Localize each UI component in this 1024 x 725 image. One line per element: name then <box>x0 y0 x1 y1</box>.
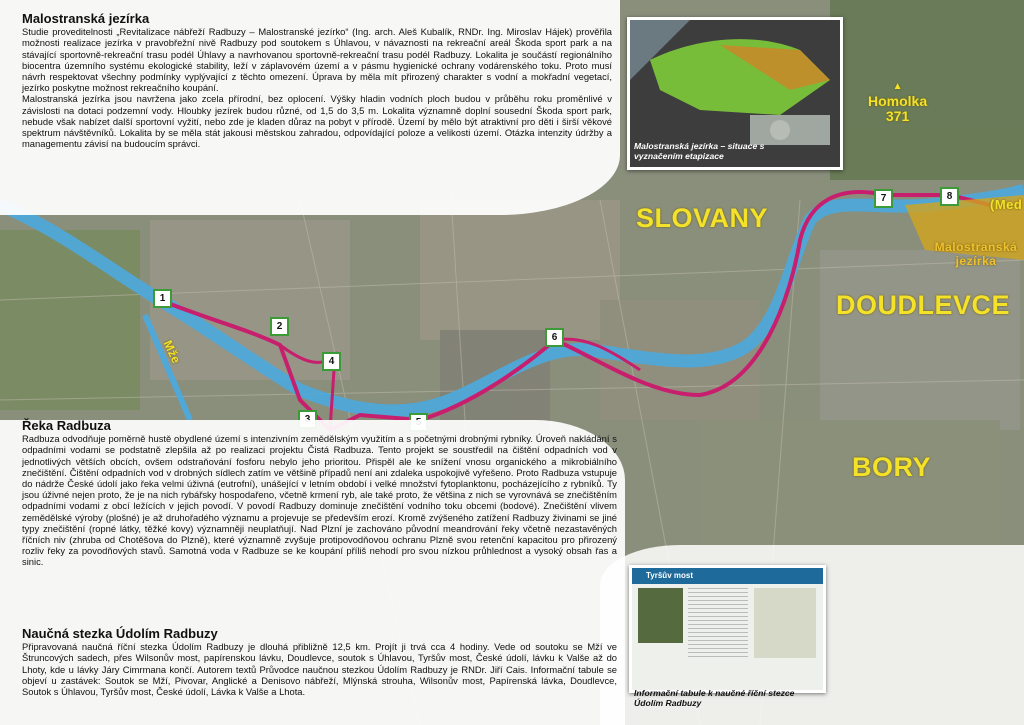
place-med: (Med <box>990 197 1023 212</box>
trail-stop[interactable]: 6 <box>545 328 564 347</box>
trail-stop[interactable]: 7 <box>874 189 893 208</box>
board-text-block <box>688 588 748 658</box>
section-paragraph: Studie proveditelnosti „Revitalizace nábřeží Radbuzy – Malostranské jezírko“ (Ing. arch. Aleš Kubalík, RNDr. Ing. Miroslav Hájek) prověřila možnosti realizace jezírka v pravobřežní nivě Radbuzy pod soutokem s Úhlavou, v návaznosti na rekreační areál Škoda sport park a na stávající sportovně-rekreační trasu podél Úhlavy a navrhovanou sportovně-rekreační trasu podél Radbuzy. Lokalita je součástí regionálního biocentra územního systému ekologické stability, leží v záplavovém území a v pásmu hygienické ochrany vodárenského toku. Proto musí návrh respektovat všechny podmínky vyplývající z těchto omezení. Úprava by měla mít přirozený charakter s vodní a mokřadní vegetací, jezírko poskytne možnost rekreačního koupání. <box>22 26 612 94</box>
board-map <box>754 588 816 658</box>
section-title: Naučná stezka Údolím Radbuzy <box>22 626 218 641</box>
section-radbuza <box>22 420 617 568</box>
homolka-name: Homolka <box>868 93 928 109</box>
board-title: Tyršův most <box>646 571 693 580</box>
section-title: Řeka Radbuza <box>22 418 111 433</box>
trail-stop[interactable]: 4 <box>322 352 341 371</box>
place-mze: Mže <box>160 338 184 366</box>
section-title: Malostranská jezírka <box>22 11 150 26</box>
place-malostranska <box>928 240 1024 268</box>
trail-stop[interactable]: 1 <box>153 289 172 308</box>
section-paragraph: Radbuza odvodňuje poměrně hustě obydlené území s intenzivním zemědělským využitím a s početnými drobnými rybníky. Úroveň nakládání s odpadními vodami se podstatně zlepšila až po realizaci projektu Čistá Radbuza. Tento projekt se soustředil na čištění odpadních vod v jednotlivých větších obcích, ovšem odstraňování fosforu nebylo jeho prioritou. Přispěl ale ke snížení vnosu organického a mikrobiálního znečištění. Čištění odpadních vod v drobných sídlech zatím ve většině případů není ani zdaleka uspokojivě vyřešeno. Proto Radbuza vstupuje do nádrže České údolí jako řeka velmi úživná (eutrofní), unášející v letním období i velké množství fytoplanktonu, pocházejícího z rybníků. Ty jsou úživné nejen proto, že je na nich rybářsky hospodařeno, včetně krmení ryb, ale také proto, že většina z nich se vyrovnává se znečištěním odpadními vodami z obcí ležících v jejich povodí. V povodí Radbuzy dominuje znečištění vodního toku obcemi (bodové). Znečištění vlivem zemědělské výroby (plošné) je až druhořadého významu a projevuje se především erozí. Kromě zvýšeného zatížení Radbuzy živinami se jiné typy znečištění (ropné látky, těžké kovy) významněji neuplatňují. Nad Plzní je zachováno původní meandrování řeky včetně nezastavěných říčních niv (zhruba od Chotěšova do Plzně), které významně zvyšuje protipovodňovou ochranu Plzně svou retenční kapacitou pro přirozený rozliv řeky za povodňových stavů. Samotná voda v Radbuze se ke koupání příliš nehodí pro svou nízkou průhlednost a vysoký obsah řas a sinic. <box>22 433 617 568</box>
inset-situace <box>627 17 843 170</box>
homolka-height: 371 <box>885 108 910 124</box>
trail-stop[interactable]: 2 <box>270 317 289 336</box>
homolka-label <box>868 79 927 124</box>
section-naucna <box>22 628 617 697</box>
triangle-icon: ▲ <box>892 81 903 92</box>
section-paragraph: Malostranská jezírka jsou navržena jako zcela přírodní, bez oplocení. Výšky hladin vodních ploch budou v průběhu roku proměnlivé v závislosti na dotaci podzemní vody. Hloubky jezírek budou různé, od 1,5 do 3,5 m. Lokalita významně doplní sousední Škoda sport park, nebude však nabízet další sportovní vyžití, nebo zde je kladen důraz na pobyt v přírodě. Území by mělo být atraktivní pro děti i širší věkové spektrum návštěvníků. Lokalita by se měla stát jakousi městskou zahradou, odpovídající poloze a velikosti území. Otázka intenzity údržby a managementu závisí na budoucím správci. <box>22 93 612 150</box>
section-malostranska <box>22 13 612 149</box>
board-photo <box>638 588 683 643</box>
place-doudlevce: DOUDLEVCE <box>836 290 1011 320</box>
inset-tabule-caption: Informační tabule k naučné říční stezce Údolím Radbuzy <box>634 688 795 708</box>
place-malostranska-label: Malostranská jezírka <box>934 240 1018 268</box>
place-bory: BORY <box>852 452 932 482</box>
section-paragraph: Připravovaná naučná říční stezka Údolím Radbuzy je dlouhá přibližně 12,5 km. Projít ji trvá cca 4 hodiny. Vede od soutoku se Mží ve Štruncových sadech, přes Wilsonův most, papírenskou lávku, Doudlevce, soutok s Úhlavou, Tyršův most, České údolí, lávku k Valše až do Lhoty, kde u lávky Járy Cimrmana končí. Autorem textů Průvodce naučnou stezkou Údolím Radbuzy je RNDr. Jiří Cais. Informační tabule se objeví u zastávek: Soutok se Mží, Pivovar, Anglické a Denisovo nábřeží, Mlýnská strouha, Wilsonův most, Papírenská lávka, Doudlevce, Soutok s Úhlavou, Tyršův most, České údolí, Lávka k Valše a Lhota. <box>22 641 617 698</box>
place-slovany: SLOVANY <box>636 203 769 233</box>
trail-stop[interactable]: 8 <box>940 187 959 206</box>
inset-tabule <box>629 565 826 693</box>
inset-situace-caption: Malostranská jezírka – situace s vyznačením etapizace <box>634 141 765 161</box>
